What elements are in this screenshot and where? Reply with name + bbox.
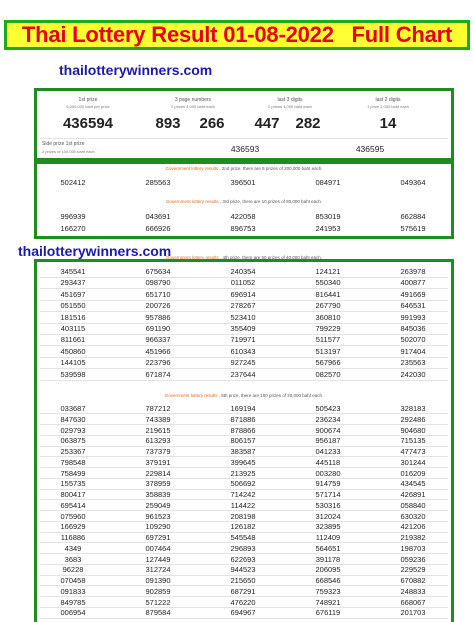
fifth-prize-number: 059236 <box>400 554 426 564</box>
fourth-prize-number: 181516 <box>60 312 86 322</box>
fifth-prize-number: 116886 <box>60 533 86 542</box>
fifth-prize-number: 016209 <box>400 468 426 478</box>
fourth-prize-number: 845036 <box>400 324 426 333</box>
fifth-prize-number: 198703 <box>400 543 426 553</box>
fifth-prize-number: 630320 <box>400 511 426 521</box>
fifth-prize-number: 758499 <box>60 468 86 478</box>
fifth-prize-number: 748921 <box>315 597 341 607</box>
fourth-prize-number: 502070 <box>400 335 426 345</box>
third-prize-number: 166270 <box>60 224 86 233</box>
fifth-prize-number: 426891 <box>400 490 426 499</box>
three-page-label: 3 page numbers <box>174 97 212 103</box>
fourth-prize-number: 278267 <box>230 301 256 311</box>
fifth-prize-number: 847630 <box>60 414 86 424</box>
side-prize-label: Side prize 1st prize <box>42 141 85 147</box>
last2-label: last 2 digits <box>375 97 401 103</box>
fourth-prize-number: 646531 <box>400 301 426 311</box>
fourth-prize-number: 267790 <box>315 301 341 311</box>
last3-sub: 2 prizes 4,000 baht each <box>268 104 312 109</box>
fifth-prize-number: 126182 <box>230 522 256 532</box>
fourth-prize-number: 242030 <box>400 369 426 379</box>
fifth-prize-number: 505423 <box>315 404 341 413</box>
fifth-prize-number: 530316 <box>315 500 341 510</box>
fourth-prize-number: 293437 <box>60 278 86 288</box>
fifth-prize-number: 312024 <box>315 511 341 521</box>
fifth-prize-number: 904680 <box>400 425 426 435</box>
fourth-prize-number: 539598 <box>60 369 86 379</box>
fifth-prize-number: 127449 <box>145 554 171 564</box>
fourth-prize-number: 403115 <box>60 324 86 333</box>
fifth-prize-number: 007464 <box>145 543 171 553</box>
fifth-prize-number: 806157 <box>230 436 256 446</box>
fifth-prize-number: 323895 <box>315 522 341 532</box>
fifth-prize-number: 112409 <box>315 533 341 542</box>
second-prize-caption <box>37 166 451 171</box>
fifth-prize-number: 871886 <box>230 414 256 424</box>
fifth-prize-number: 301244 <box>400 457 426 467</box>
fifth-prize-number: 399645 <box>230 457 256 467</box>
divider <box>40 138 448 139</box>
fourth-prize-number: 223796 <box>145 358 171 368</box>
fifth-prize-number: 058840 <box>400 500 426 510</box>
fourth-prize-number: 235563 <box>400 358 426 368</box>
third-prize-number: 666926 <box>145 224 171 233</box>
fifth-prize-number: 114422 <box>230 500 256 510</box>
second-prize-caption-gov: Government lottery results <box>165 166 219 171</box>
fourth-prize-number: 927245 <box>230 358 256 368</box>
fifth-prize-number: 670882 <box>400 576 426 585</box>
fourth-prize-number: 696914 <box>230 289 256 299</box>
fifth-prize-number: 879584 <box>145 608 171 618</box>
fifth-prize-number: 800417 <box>60 490 86 499</box>
fifth-prize-number: 4349 <box>64 543 82 553</box>
side-prize-value-1: 436593 <box>230 144 260 154</box>
third-prize-number: 422058 <box>230 212 256 221</box>
fourth-prize-number: 082570 <box>315 369 341 379</box>
fifth-prize-number: 215650 <box>230 576 256 585</box>
fifth-prize-number: 564651 <box>315 543 341 553</box>
fourth-prize-number: 345541 <box>60 267 86 276</box>
fifth-prize-number: 506692 <box>230 479 256 489</box>
fifth-prize-number: 378959 <box>145 479 171 489</box>
fifth-prize-number: 169194 <box>230 404 256 413</box>
fourth-prize-number: 691190 <box>145 324 171 333</box>
fourth-prize-number: 011052 <box>230 278 256 288</box>
fifth-prize-number: 033687 <box>60 404 86 413</box>
last2-value: 14 <box>379 115 397 132</box>
fifth-prize-number: 029793 <box>60 425 86 435</box>
fifth-prize-number: 063875 <box>60 436 86 446</box>
fifth-prize-number: 798548 <box>60 457 86 467</box>
fifth-prize-number: 296893 <box>230 543 256 553</box>
fifth-prize-number: 006954 <box>60 608 86 618</box>
third-prize-number: 241953 <box>315 224 341 233</box>
fifth-prize-caption-gov: Government lottery results <box>164 393 218 398</box>
third-prize-caption-rest: , 3rd prize, there are 10 prizes of 80,000 baht each. <box>218 199 323 204</box>
fifth-prize-number: 697291 <box>145 533 171 542</box>
fifth-prize-number: 878866 <box>230 425 256 435</box>
fifth-prize-number: 109290 <box>145 522 171 532</box>
fifth-prize-number: 613293 <box>145 436 171 446</box>
fifth-prize-number: 383587 <box>230 447 256 456</box>
fourth-prize-number: 991993 <box>400 312 426 322</box>
first-prize-label: 1st prize <box>78 97 98 103</box>
fourth-prize-number: 051550 <box>60 301 86 311</box>
fourth-prize-number: 450860 <box>60 346 86 356</box>
fourth-prize-number: 451697 <box>60 289 86 299</box>
fifth-prize-number: 787212 <box>145 404 171 413</box>
fourth-prize-number: 513197 <box>315 346 341 356</box>
fifth-prize-number: 668067 <box>400 597 426 607</box>
third-prize-number: 853019 <box>315 212 341 221</box>
second-prize-number: 049364 <box>400 178 426 187</box>
fifth-prize-number: 914759 <box>315 479 341 489</box>
fifth-prize-number: 379191 <box>145 457 171 467</box>
third-prize-number: 575619 <box>400 224 426 233</box>
fifth-prize-number: 091833 <box>60 586 86 596</box>
fifth-prize-number: 213925 <box>230 468 256 478</box>
third-prize-number: 662884 <box>400 212 426 221</box>
fifth-prize-number: 229814 <box>145 468 171 478</box>
fourth-prize-number: 799229 <box>315 324 341 333</box>
second-prize-caption-rest: , 2nd prize, there are 5 prizes of 200,000 baht each. <box>218 166 323 171</box>
fifth-prize-number: 219382 <box>400 533 426 542</box>
fourth-prize-number: 651710 <box>145 289 171 299</box>
fourth-prize-number: 550340 <box>315 278 341 288</box>
first-prize-value: 436594 <box>62 115 114 132</box>
fourth-prize-number: 240354 <box>230 267 256 276</box>
fourth-prize-number: 124121 <box>315 267 341 276</box>
fifth-prize-number: 714242 <box>230 490 256 499</box>
fifth-prize-number: 041233 <box>315 447 341 456</box>
second-prize-number: 084971 <box>315 178 341 187</box>
fourth-prize-number: 567966 <box>315 358 341 368</box>
third-prize-number: 996939 <box>60 212 86 221</box>
fifth-prize-number: 358839 <box>145 490 171 499</box>
fifth-prize-number: 695414 <box>60 500 86 510</box>
fifth-prize-number: 248833 <box>400 586 426 596</box>
fifth-prize-number: 545548 <box>230 533 256 542</box>
second-prize-number: 285563 <box>145 178 171 187</box>
fifth-prize-number: 737379 <box>145 447 171 456</box>
fifth-prize-number: 155735 <box>60 479 86 489</box>
fourth-prize-number: 671874 <box>145 369 171 379</box>
row-divider <box>40 380 448 381</box>
fourth-prize-caption-rest: , 4th prize, there are 50 prizes of 40,000 baht each. <box>218 255 323 260</box>
fifth-prize-number: 956187 <box>315 436 341 446</box>
fourth-prize-number: 200726 <box>145 301 171 311</box>
fourth-prize-number: 675634 <box>145 267 171 276</box>
fourth-prize-number: 816441 <box>315 289 341 299</box>
fourth-prize-number: 610343 <box>230 346 256 356</box>
fourth-prize-caption-gov: Government lottery results <box>165 255 219 260</box>
fourth-prize-number: 917404 <box>400 346 426 356</box>
fifth-prize-number: 219615 <box>145 425 171 435</box>
fifth-prize-number: 421206 <box>400 522 426 532</box>
third-prize-caption <box>37 199 451 204</box>
fourth-prize-caption <box>37 255 451 260</box>
page-title: Thai Lottery Result 01-08-2022 Full Chart <box>4 20 470 50</box>
fifth-prize-number: 961523 <box>145 511 171 521</box>
fifth-prize-number: 622693 <box>230 554 256 564</box>
fourth-prize-number: 719971 <box>230 335 256 345</box>
fourth-prize-number: 098790 <box>145 278 171 288</box>
three-page-value-1: 893 <box>155 115 181 132</box>
fifth-prize-number: 003280 <box>315 468 341 478</box>
fifth-prize-number: 668546 <box>315 576 341 585</box>
fifth-prize-number: 902859 <box>145 586 171 596</box>
fifth-prize-number: 434545 <box>400 479 426 489</box>
fifth-prize-number: 687291 <box>230 586 256 596</box>
last3-value-1: 447 <box>254 115 280 132</box>
fifth-prize-number: 759323 <box>315 586 341 596</box>
fourth-prize-number: 523410 <box>230 312 256 322</box>
fourth-prize-number: 144105 <box>60 358 86 368</box>
fifth-prize-number: 208198 <box>230 511 256 521</box>
fifth-prize-number: 849785 <box>60 597 86 607</box>
fifth-prize-number: 166929 <box>60 522 86 532</box>
side-prize-sub: 2 prizes of 100,000 baht each <box>42 149 95 154</box>
fifth-prize-caption-rest: , 5th prize, there are 100 prizes of 20,000 baht each. <box>217 393 324 398</box>
third-prize-caption-gov: Government lottery results <box>165 199 219 204</box>
fifth-prize-number: 676119 <box>315 608 341 618</box>
fourth-prize-number: 355409 <box>230 324 256 333</box>
fifth-prize-number: 253367 <box>60 447 86 456</box>
fifth-prize-number: 477473 <box>400 447 426 456</box>
fourth-prize-number: 237644 <box>230 369 256 379</box>
fifth-prize-number: 743389 <box>145 414 171 424</box>
fifth-prize-number: 075960 <box>60 511 86 521</box>
fifth-prize-number: 070458 <box>60 576 86 585</box>
fifth-prize-number: 312724 <box>145 565 171 575</box>
last3-label: last 3 digits <box>277 97 303 103</box>
fifth-prize-number: 091390 <box>145 576 171 585</box>
site-watermark-middle: thailotterywinners.com <box>18 243 172 259</box>
fifth-prize-caption <box>37 393 451 398</box>
first-prize-sub: 6,000,000 baht per prize <box>66 104 110 109</box>
fifth-prize-number: 445118 <box>315 457 341 467</box>
fifth-prize-number: 571222 <box>145 597 171 607</box>
third-prize-number: 896753 <box>230 224 256 233</box>
fifth-prize-number: 292486 <box>400 414 426 424</box>
fourth-prize-number: 360810 <box>315 312 341 322</box>
last3-value-2: 282 <box>295 115 321 132</box>
third-prize-number: 043691 <box>145 212 171 221</box>
fifth-prize-number: 259049 <box>145 500 171 510</box>
fifth-prize-number: 715135 <box>400 436 426 446</box>
fourth-prize-number: 966337 <box>145 335 171 345</box>
fifth-prize-number: 571714 <box>315 490 341 499</box>
second-prize-number: 396501 <box>230 178 256 187</box>
row-divider <box>40 618 448 619</box>
fifth-prize-number: 206095 <box>315 565 341 575</box>
fifth-prize-number: 944523 <box>230 565 256 575</box>
fifth-prize-number: 229529 <box>400 565 426 575</box>
second-prize-number: 502412 <box>60 178 86 187</box>
side-prize-value-2: 436595 <box>355 144 385 154</box>
fourth-prize-number: 263978 <box>400 267 426 276</box>
last2-sub: 1 prize 2,000 baht each <box>367 104 409 109</box>
fourth-prize-number: 957886 <box>145 312 171 322</box>
fourth-prize-number: 451966 <box>145 346 171 356</box>
fourth-prize-number: 511577 <box>315 335 341 345</box>
three-page-value-2: 266 <box>199 115 225 132</box>
site-watermark-top: thailotterywinners.com <box>59 62 213 78</box>
fifth-prize-number: 476220 <box>230 597 256 607</box>
fifth-prize-number: 900674 <box>315 425 341 435</box>
fifth-prize-number: 3683 <box>64 554 82 564</box>
fourth-prize-number: 811661 <box>60 335 86 345</box>
fifth-prize-number: 694967 <box>230 608 256 618</box>
fifth-prize-number: 391178 <box>315 554 341 564</box>
fifth-prize-number: 201703 <box>400 608 426 618</box>
fifth-prize-number: 96228 <box>62 565 84 575</box>
fourth-prize-number: 400877 <box>400 278 426 288</box>
fifth-prize-number: 328183 <box>400 404 426 413</box>
fourth-prize-number: 491669 <box>400 289 426 299</box>
fifth-prize-number: 236234 <box>315 414 341 424</box>
three-page-sub: 2 prizes 4,000 baht each <box>171 104 215 109</box>
